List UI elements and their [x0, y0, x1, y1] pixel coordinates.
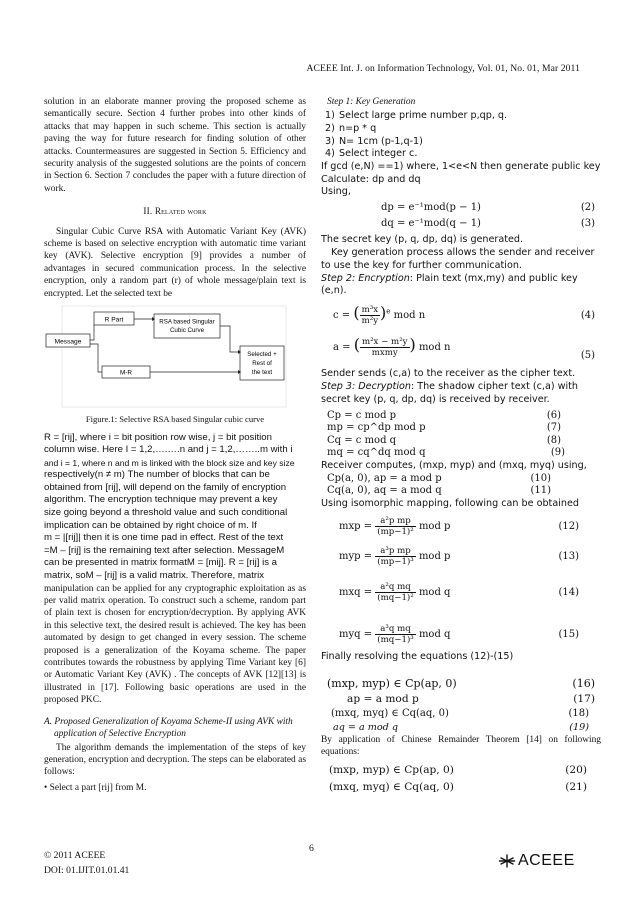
- scan-line: obtained from [rij], will depend on the family of encryption: [44, 481, 287, 493]
- figure-1-diagram: [44, 304, 306, 409]
- scan-line: and i = 1, where n and m is linked with the block size and key size: [44, 457, 295, 468]
- doi: DOI: 01.IJIT.01.01.41: [44, 865, 130, 876]
- figure-caption: Figure.1: Selective RSA based Singular cubic curve: [85, 414, 265, 425]
- equation-row: (mxp, myp) ∈ Cp(ap, 0) (20): [329, 764, 587, 777]
- using-line: Using,: [321, 186, 351, 198]
- step2-text: : Plain text (mx,my) and public key: [409, 272, 578, 284]
- scan-line: algorithm. The encryption technique may prevent a key: [44, 494, 278, 506]
- receiver-line: Receiver computes, (mxp, myp) and (mxq, myq) using,: [321, 459, 587, 471]
- step2-label: Step 2: Encryption: [321, 272, 410, 284]
- key-generation-list: [321, 110, 601, 160]
- scan-line: column wise. Here I = 1,2,….….n and j = 1,2,……..m with i: [44, 444, 293, 456]
- gcd-line: If gcd (e,N) ==1) where, 1<e<N then generate public key: [321, 160, 601, 172]
- equation-2: dp = e⁻¹mod(p − 1) (2): [381, 202, 595, 214]
- equation-row: (mxq, myq) ∈ Cq(aq, 0) (21): [329, 781, 587, 794]
- step3-line: [321, 381, 601, 394]
- equation-row: mp = cp^dp mod p (7): [327, 422, 561, 434]
- running-header: ACEEE Int. J. on Information Technology, Vol. 01, No. 01, Mar 2011: [306, 63, 580, 74]
- step2-line: [321, 273, 601, 286]
- scan-line: respectively(n ≠ m) The number of blocks that can be: [44, 469, 270, 481]
- subsection-heading: A. Proposed Generalization of Koyama Scheme-II using AVK with application of Selective Encryption: [44, 716, 293, 740]
- section-heading-text: Related work: [154, 206, 207, 217]
- scan-line: R = [rij], where i = bit position row wise, j = bit position: [44, 431, 272, 443]
- method-paragraph: manipulation can be applied for any cryptographic exploitation as as per valid matrix operation. To construct such a scheme, random part of plain text is chosen for encryption/decryption. By applying AVK in this selective text, the desired result is achieved. The key has been automated by design to get changed in every session. The scheme proposed is a generalization of the Koyama scheme. The paper contributes towards the robustness by applying Time Variant key [6] or Automatic Variant Key (AVK) . The concepts of AVK [12][13] is illustrated in [17]. Following basic operations are used in the proposed PKC.: [44, 583, 306, 706]
- sender-line: Sender sends (c,a) to the receiver as the cipher text.: [321, 368, 576, 380]
- section-heading: [44, 205, 306, 217]
- scan-line: size going beyond a threshold value and such conditional: [44, 507, 288, 519]
- equation-row: mq = cq^dq mod q (9): [327, 447, 565, 459]
- selected-label-3: the text: [251, 369, 273, 377]
- step3-text: : The shadow cipher text (c,a) with: [410, 380, 579, 392]
- equation-row: mxp = $\frac{\text{a²p mp}}{\text{(mp−1)²}}$ mod p (12): [339, 515, 579, 537]
- intro-paragraph: solution in an elaborate manner proving the proposed scheme as semantically secure. Section 4 further probes into other kinds of attacks that may happen in such scheme. This section is actually paving the way for future research for finding solution of other attacks. Countermeasures are suggested in Section 5. Efficiency and security analysis of the suggested solutions are the points of concern in Section 6. Section 7 concludes the paper with a future direction of work.: [44, 97, 306, 194]
- matrix-definition-block: [44, 432, 306, 583]
- equation-row: (mxp, myp) ∈ Cp(ap, 0) (16): [327, 676, 595, 690]
- selected-label-2: Rest of: [252, 360, 272, 368]
- page-number: 6: [309, 843, 314, 854]
- equations-16-19: [321, 678, 601, 734]
- step2-key: (e,n).: [321, 285, 347, 297]
- equation-10: Cp(a, 0), ap = a mod p (10): [327, 472, 551, 484]
- equation-row: myq = $\frac{\text{a³q mq}}{\text{(mq−1)³}}$ mod q (15): [339, 623, 579, 645]
- equation-row: mxq = $\frac{\text{a²q mq}}{\text{(mq−1)²}}$ mod q (14): [339, 581, 579, 603]
- section-heading-number: II.: [143, 206, 155, 217]
- logo-text: ACEEE: [518, 852, 575, 869]
- equations-6-9: [321, 410, 601, 460]
- equation-3: dq = e⁻¹mod(q − 1) (3): [381, 218, 595, 230]
- crt-line: By application of Chinese Remainder Theorem [14] on following equations:: [321, 734, 601, 757]
- isomorphic-line: Using isomorphic mapping, following can be obtained: [321, 497, 579, 509]
- key-gen-line-2: to use the key for further communication.: [321, 259, 522, 271]
- starburst-icon: [498, 853, 516, 869]
- figure-1: [44, 304, 306, 409]
- list-item: 3) N= 1cm (p-1,q-1): [325, 135, 423, 147]
- equation-5: a = ( $\frac{\text{m²x − m²y}}{\text{mxmy}}$ ) mod n (5): [333, 335, 595, 362]
- copyright: © 2011 ACEEE: [44, 850, 106, 861]
- r-part-label: R Part: [104, 316, 124, 324]
- m-r-label: M-R: [119, 369, 133, 377]
- selected-label-1: Selected +: [247, 351, 277, 359]
- equations-12-15: [321, 511, 601, 651]
- equation-row: aq = a mod q (19): [333, 721, 589, 733]
- equation-row: ap = a mod p (17): [347, 692, 595, 705]
- key-gen-line-1: Key generation process allows the sender and receiver: [331, 246, 595, 258]
- secret-key-line: The secret key (p, q, dp, dq) is generated.: [321, 234, 524, 246]
- footer-left: [44, 848, 129, 878]
- message-label: Message: [54, 338, 82, 346]
- step3-line-2: secret key (p, q, dp, dq) is received by receiver.: [321, 393, 550, 405]
- related-work-paragraph: Singular Cubic Curve RSA with Automatic Variant Key (AVK) scheme is based on selective encryption with automatic time variant key (AVK). Selective encryption [9] provides a number of advantages in secured communication process. In the selective encryption, only a random part (r) of whole message/plain text is encrypted. Let the selected text be: [44, 226, 306, 299]
- equation-row: Cp = c mod p (6): [327, 409, 561, 421]
- bullet-item: • Select a part [rij] from M.: [44, 782, 147, 793]
- calculate-line: Calculate: dp and dq: [321, 173, 421, 185]
- list-item: 1) Select large prime number p,qp, q.: [325, 110, 508, 122]
- equation-11: Cq(a, 0), aq = a mod q (11): [327, 485, 551, 497]
- scan-line: matrix, soM – [rij] is a valid matrix. Therefore, matrix: [44, 570, 264, 582]
- resolve-line: Finally resolving the equations (12)-(15): [321, 650, 514, 662]
- left-column: [44, 96, 306, 794]
- equation-row: myp = $\frac{\text{a³p mp}}{\text{(mp−1)³}}$ mod p (13): [339, 545, 579, 567]
- scan-line: implication can be obtained by right choice of m. If: [44, 519, 257, 531]
- scan-line: m = |[rij]| then it is one time pad in effect. Rest of the text: [44, 532, 284, 544]
- step1-title: Step 1: Key Generation: [327, 97, 416, 107]
- right-column: [321, 96, 601, 798]
- publisher-logo: [498, 852, 575, 870]
- rsa-label-1: RSA based Singular: [159, 318, 215, 326]
- rsa-label-2: Cubic Curve: [169, 327, 205, 335]
- equations-20-21: [321, 764, 601, 798]
- equation-row: (mxq, myq) ∈ Cq(aq, 0) (18): [331, 707, 589, 719]
- algorithm-paragraph: The algorithm demands the implementation of the steps of key generation, encryption and decryption. The steps can be elaborated as follows:: [44, 742, 306, 778]
- scan-line: =M – [rij] is the remaining text after selection. MessageM: [44, 544, 285, 556]
- equation-4: c = ( $\frac{\text{m³x}}{\text{m²y}}$ )$^e$ mod n (4): [333, 303, 595, 327]
- list-item: 2) n=p * q: [325, 123, 377, 134]
- step3-label: Step 3: Decryption: [321, 380, 411, 392]
- list-item: 4) Select integer c.: [325, 148, 418, 160]
- equation-row: Cq = c mod q (8): [327, 434, 561, 446]
- scan-line: can be presented in matrix formatM = [mij]. R = [rij] is a: [44, 557, 277, 569]
